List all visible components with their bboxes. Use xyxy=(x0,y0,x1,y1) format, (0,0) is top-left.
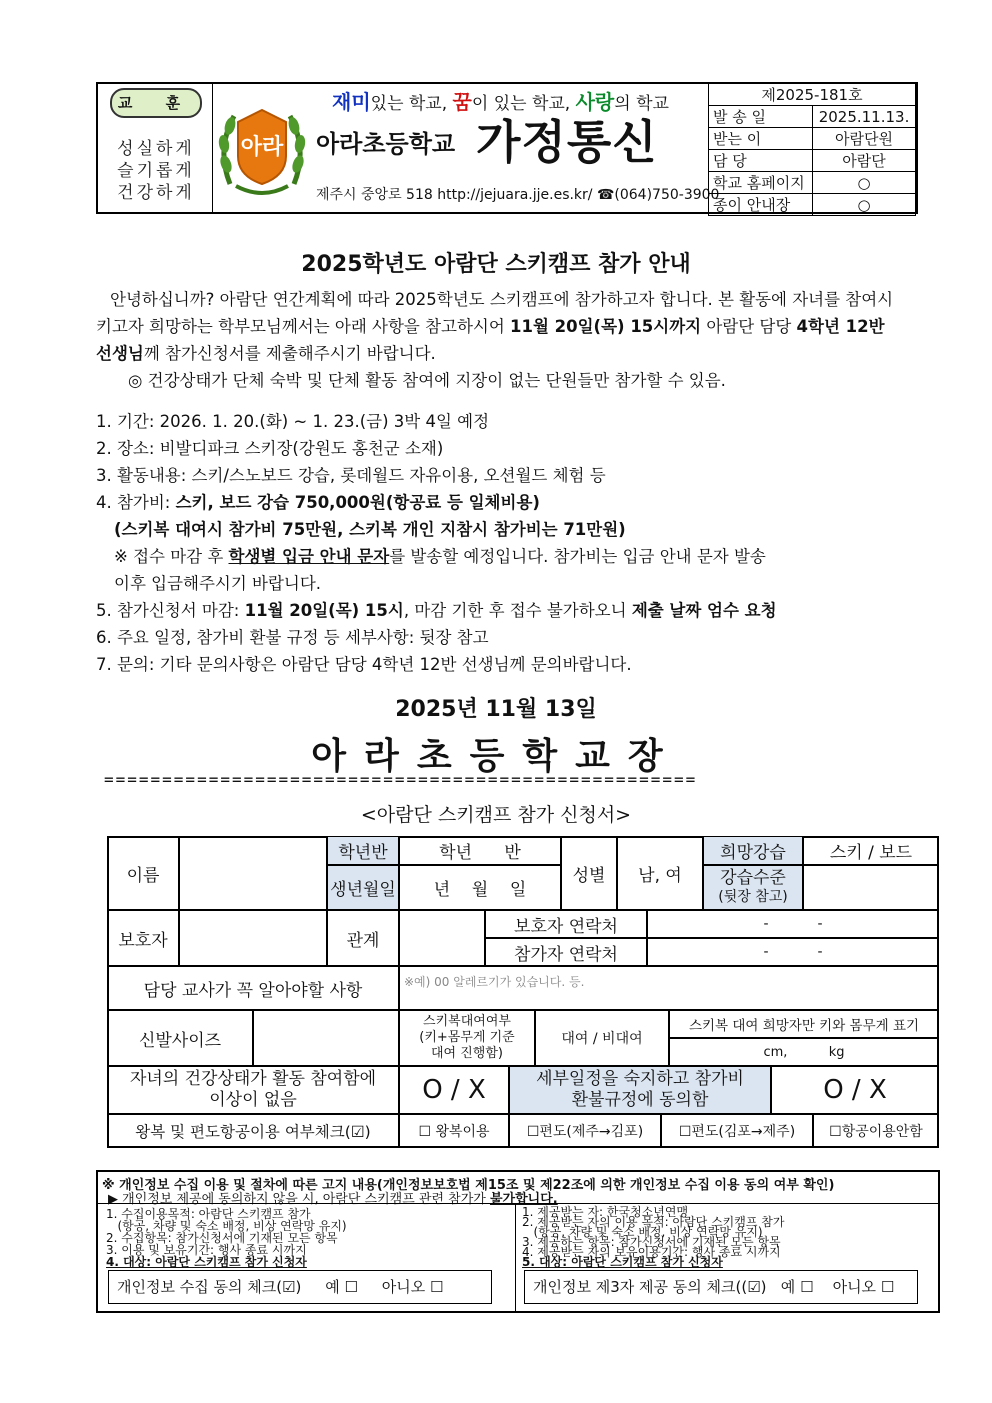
privacy-right-line: 4. 제공받는 자의 보유이용기간: 행사 종료 시까지 xyxy=(522,1245,781,1259)
doc-number: 제2025-181호 xyxy=(709,84,916,106)
document-info-table xyxy=(708,84,916,216)
school-address: 제주시 중앙로 518 http://jejuara.jje.es.kr/ ☎(064)750-3900 xyxy=(316,187,720,203)
privacy-divider xyxy=(98,1203,938,1204)
item-text: ※ 접수 마감 후 xyxy=(114,547,229,566)
privacy-heading: ※ 개인정보 수집 이용 및 절차에 따른 고지 내용(개인정보보호법 제15조 및 제22조에 의한 개인정보 수집 이용 동의 여부 확인) xyxy=(102,1178,835,1193)
health-note: ◎ 건강상태가 단체 숙박 및 단체 활동 참여에 지장이 없는 단원들만 참가할 수 있음. xyxy=(128,371,726,390)
newsletter-header xyxy=(96,82,918,214)
birth-label: 생년월일 xyxy=(327,865,399,910)
level-label-text: 강습수준 xyxy=(720,867,786,888)
teacher-note-field[interactable]: ※예) 00 알레르기가 있습니다. 등. xyxy=(399,966,939,1010)
guardian-label: 보호자 xyxy=(107,910,179,966)
school-logo-icon xyxy=(216,104,308,202)
item-text: , 마감 기한 후 접수 불가하오니 xyxy=(403,601,632,620)
privacy-warning-text: ▶ 개인정보 제공에 동의하지 않을 시, 아람단 스키캠프 관련 참가가 xyxy=(108,1192,490,1207)
homepage-mark: ○ xyxy=(813,172,916,194)
newsletter-title: 가정통신 xyxy=(476,115,658,169)
motto-line: 성실하게 xyxy=(117,139,195,159)
shoe-size-label: 신발사이즈 xyxy=(107,1010,253,1066)
item-fee-note xyxy=(114,543,766,567)
item-period: 1. 기간: 2026. 1. 20.(화) ~ 1. 23.(금) 3박 4일 예정 xyxy=(96,412,490,431)
item-text: 를 발송할 예정입니다. 참가비는 입금 안내 문자 발송 xyxy=(389,547,766,566)
flight-option-jeju-gimpo[interactable]: ☐편도(제주→김포) xyxy=(509,1114,661,1148)
health-line: 이상이 없음 xyxy=(209,1090,297,1110)
item-fee xyxy=(96,489,540,513)
item-schedule: 6. 주요 일정, 참가비 환불 규정 등 세부사항: 뒷장 참고 xyxy=(96,628,489,647)
slogan-text: 이 있는 학교, xyxy=(471,94,576,114)
header-center xyxy=(212,84,720,212)
issue-date: 2025년 11월 13일 xyxy=(395,697,597,722)
guardian-phone-label: 보호자 연락처 xyxy=(485,910,647,938)
privacy-divider xyxy=(515,1203,516,1311)
intro-paragraph xyxy=(96,286,906,367)
participant-phone-field[interactable]: - - xyxy=(647,938,939,966)
refund-line: 세부일정을 숙지하고 참가비 xyxy=(536,1069,744,1089)
rent-q-line: 대여 진행함) xyxy=(431,1046,503,1061)
send-date: 2025.11.13. xyxy=(813,106,916,128)
grade-class-field[interactable]: 학년 반 xyxy=(399,836,561,865)
slogan-word: 재미 xyxy=(332,90,371,114)
privacy-left-line: (항공, 차량 및 숙소 배정, 비상 연락망 유지) xyxy=(106,1219,347,1233)
rent-note-label: 스키복 대여 희망자만 키와 몸무게 표기 xyxy=(669,1010,939,1038)
relation-label: 관계 xyxy=(327,910,399,966)
health-line: 자녀의 건강상태가 활동 참여함에 xyxy=(129,1069,377,1089)
intro-deadline: 11월 20일(목) 15시까지 xyxy=(510,317,702,336)
refund-line: 환불규정에 동의함 xyxy=(571,1090,709,1110)
flight-option-gimpo-jeju[interactable]: ☐편도(김포→제주) xyxy=(661,1114,813,1148)
rent-q-line: 스키복대여여부 xyxy=(423,1014,511,1029)
item-activities: 3. 활동내용: 스키/스노보드 강습, 롯데월드 자유이용, 오션월드 체험 등 xyxy=(96,466,606,485)
gender-field[interactable]: 남, 여 xyxy=(617,836,703,910)
name-field[interactable] xyxy=(179,836,327,910)
privacy-right-line: 5. 대상: 아람단 스키캠프 참가 신청자 xyxy=(522,1255,723,1269)
info-label: 학교 홈페이지 xyxy=(709,172,813,194)
rent-question-label xyxy=(399,1010,535,1066)
item-fee-note-underline: 학생별 입금 안내 문자 xyxy=(228,547,390,566)
item-inquiry: 7. 문의: 기타 문의사항은 아람단 담당 4학년 12반 선생님께 문의바랍니다. xyxy=(96,655,632,674)
item-deadline-bold: 제출 날짜 엄수 요청 xyxy=(631,601,777,620)
privacy-collect-consent[interactable]: 개인정보 수집 동의 체크(☑) 예 ☐ 아니오 ☐ xyxy=(108,1270,492,1304)
health-label xyxy=(107,1066,399,1114)
level-label-sub: (뒷장 참고) xyxy=(718,888,788,905)
slogan-text: 의 학교 xyxy=(614,94,669,114)
height-weight-field[interactable]: cm, kg xyxy=(669,1038,939,1066)
name-label: 이름 xyxy=(107,836,179,910)
slogan-word: 꿈 xyxy=(452,90,472,114)
refund-label xyxy=(509,1066,771,1114)
item-fee-note-2: 이후 입금해주시기 바랍니다. xyxy=(114,574,322,593)
item-text: 4. 참가비: xyxy=(96,493,176,512)
lesson-field[interactable]: 스키 / 보드 xyxy=(803,836,939,865)
gender-label: 성별 xyxy=(561,836,617,910)
privacy-left-line: 4. 대상: 아람단 스키캠프 참가 신청자 xyxy=(106,1255,307,1269)
principal-signature: 아라초등학교장 xyxy=(311,736,681,777)
privacy-left-line: 3. 이용 및 보유기간: 행사 종료 시까지 xyxy=(106,1243,307,1257)
motto-badge: 교 훈 xyxy=(110,88,202,118)
cut-line: =================================================== xyxy=(104,770,698,789)
flight-option-roundtrip[interactable]: ☐ 왕복이용 xyxy=(399,1114,509,1148)
teacher-note-label: 담당 교사가 꼭 알아야할 사항 xyxy=(107,966,399,1010)
item-place: 2. 장소: 비발디파크 스키장(강원도 홍천군 소재) xyxy=(96,439,444,458)
info-label: 담 당 xyxy=(709,150,813,172)
motto-line: 건강하게 xyxy=(117,183,195,203)
paper-mark: ○ xyxy=(813,194,916,216)
slogan-word: 사랑 xyxy=(575,90,615,114)
intro-teacher: 4학년 12반 선생님 xyxy=(96,317,885,363)
logo-text: 아라 xyxy=(240,135,284,160)
info-label: 받는 이 xyxy=(709,128,813,150)
participant-phone-label: 참가자 연락처 xyxy=(485,938,647,966)
privacy-right-line: 3. 제공하는 항목: 참가신청서에 기재된 모든 항목 xyxy=(522,1235,781,1249)
privacy-warning-bold: 불가합니다. xyxy=(489,1192,558,1207)
recipient: 아람단원 xyxy=(813,128,916,150)
intro-text: 아람단 담당 xyxy=(701,317,797,336)
privacy-thirdparty-consent[interactable]: 개인정보 제3자 제공 동의 체크((☑) 예 ☐ 아니오 ☐ xyxy=(524,1270,918,1304)
item-fee-amount: 스키, 보드 강습 750,000원(항공료 등 일체비용) xyxy=(175,493,540,512)
privacy-left-line: 1. 수집이용목적: 아람단 스키캠프 참가 xyxy=(106,1207,311,1221)
school-name: 아라초등학교 xyxy=(316,130,456,158)
privacy-consent-box xyxy=(96,1170,940,1313)
privacy-right-line: (항공, 차량 및 숙소 배정, 비상 연락망 유지) xyxy=(522,1225,763,1239)
privacy-right-line: 2. 제공받는 자의 이용 목적: 아람단 스키캠프 참가 xyxy=(522,1215,785,1229)
notice-title: 2025학년도 아람단 스키캠프 참가 안내 xyxy=(301,252,691,277)
intro-text: 께 참가신청서를 제출해주시기 바랍니다. xyxy=(143,344,436,363)
relation-field[interactable] xyxy=(399,910,485,966)
privacy-left-line: 2. 수집항목: 참가신청서에 기재된 모든 항목 xyxy=(106,1231,338,1245)
grade-class-label: 학년반 xyxy=(327,836,399,865)
info-label: 종이 안내장 xyxy=(709,194,813,216)
intro-text: 안녕하십니까? 아람단 연간계획에 따라 2025학년도 스키캠프에 참가하고자 합니다. 본 활동에 자녀를 참여시키고자 희망하는 학부모님께서는 아래 사항을 참고하시어 xyxy=(96,290,894,336)
rent-q-line: (키+몸무게 기준 xyxy=(419,1030,515,1045)
flight-label: 왕복 및 편도항공이용 여부체크(☑) xyxy=(107,1114,399,1148)
privacy-right-line: 1. 제공받는 자: 한국청소년연맹 xyxy=(522,1205,689,1219)
motto-line: 슬기롭게 xyxy=(117,161,195,181)
refund-ox-field[interactable]: O / X xyxy=(771,1066,939,1114)
item-deadline xyxy=(96,597,777,621)
rent-field[interactable]: 대여 / 비대여 xyxy=(535,1010,669,1066)
privacy-warning xyxy=(108,1188,558,1207)
item-fee-detail: (스키복 대여시 참가비 75만원, 스키복 개인 지참시 참가비는 71만원) xyxy=(114,520,626,539)
motto-box xyxy=(98,84,213,212)
health-ox-field[interactable]: O / X xyxy=(399,1066,509,1114)
birth-field[interactable]: 년 월 일 xyxy=(399,865,561,910)
form-title: <아람단 스키캠프 참가 신청서> xyxy=(360,804,632,826)
guardian-field[interactable] xyxy=(179,910,327,966)
guardian-phone-field[interactable]: - - xyxy=(647,910,939,938)
item-text: 5. 참가신청서 마감: xyxy=(96,601,245,620)
level-label xyxy=(703,865,803,910)
info-label: 발 송 일 xyxy=(709,106,813,128)
shoe-size-field[interactable] xyxy=(253,1010,399,1066)
item-deadline-bold: 11월 20일(목) 15시 xyxy=(244,601,404,620)
flight-option-none[interactable]: ☐항공이용안함 xyxy=(813,1114,939,1148)
slogan-text: 있는 학교, xyxy=(370,94,453,114)
lesson-label: 희망강습 xyxy=(703,836,803,865)
level-field[interactable] xyxy=(803,865,939,910)
in-charge: 아람단 xyxy=(813,150,916,172)
